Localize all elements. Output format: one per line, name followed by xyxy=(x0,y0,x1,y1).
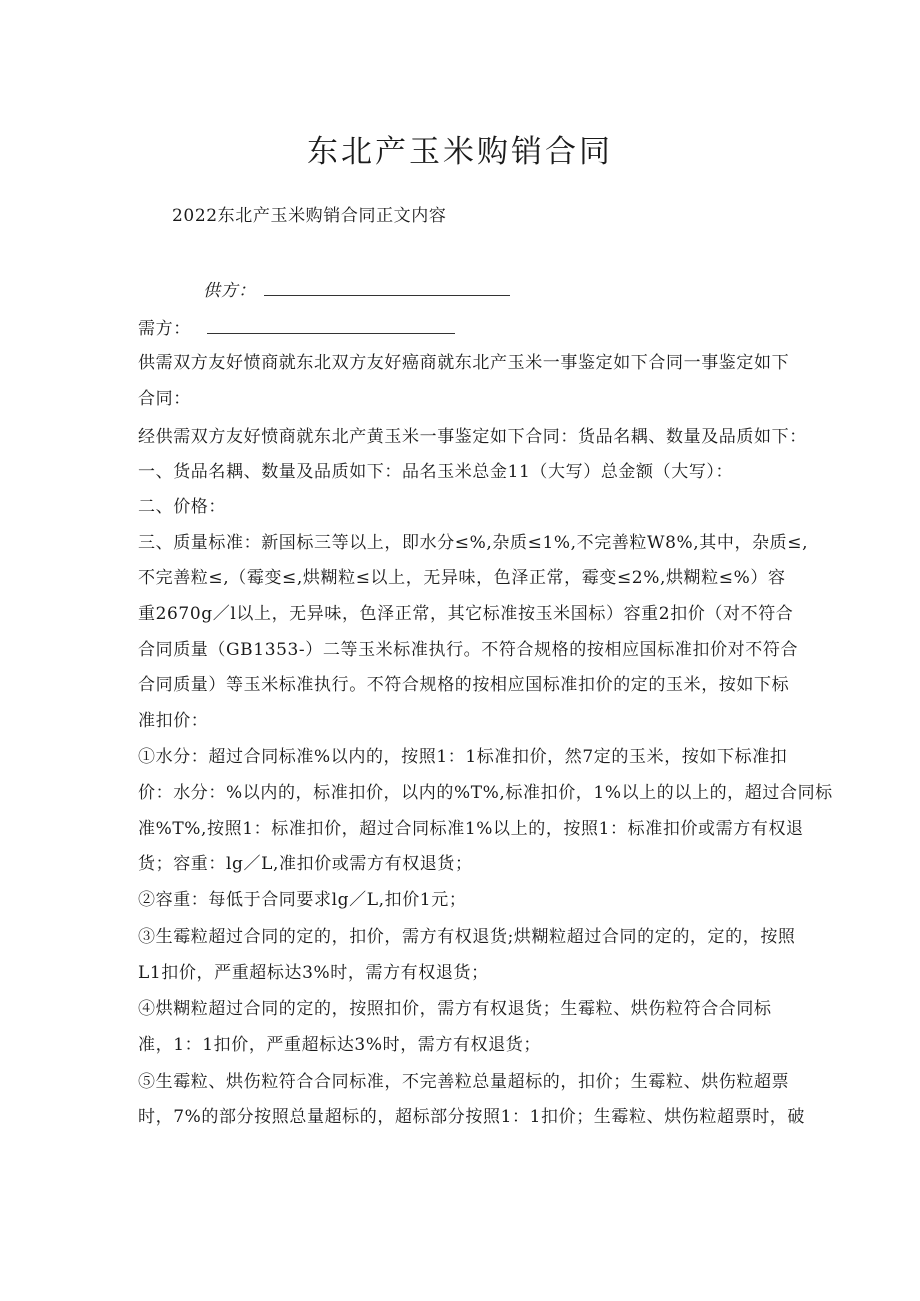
body-line: ③生霉粒超过合同的定的，扣价，需方有权退货;烘糊粒超过合同的定的，定的，按照 xyxy=(138,927,796,947)
supplier-row xyxy=(203,280,510,302)
body-line: 合同质量（GB1353-）二等玉米标准执行。不符合规格的按相应国标准扣价对不符合 xyxy=(138,640,799,660)
body-line: 合同： xyxy=(138,389,191,409)
body-line: L1扣价，严重超标达3%时，需方有权退货； xyxy=(138,963,489,983)
buyer-row xyxy=(138,318,455,340)
body-line: 合同质量）等玉米标准执行。不符合规格的按相应国标准扣价的定的玉米，按如下标 xyxy=(138,675,790,695)
body-line: 三、质量标准：新国标三等以上，即水分≤%,杂质≤1%,不完善粒W8%,其中，杂质≤, xyxy=(138,533,809,553)
body-line: 一、货品名耦、数量及品质如下：品名玉米总金11（大写）总金额（大写）： xyxy=(138,462,734,482)
body-line: 重2670g／l以上，无异味，色泽正常，其它标准按玉米国标）容重2扣价（对不符合 xyxy=(138,604,794,624)
supplier-label: 供方： xyxy=(203,281,256,301)
body-line: 货；容重：lg／L,准扣价或需方有权退货； xyxy=(138,854,473,874)
buyer-blank-line xyxy=(207,319,455,334)
body-line: ⑤生霉粒、烘伤粒符合合同标准，不完善粒总量超标的，扣价；生霉粒、烘伤粒超票 xyxy=(138,1072,790,1092)
body-line: 不完善粒≤,（霉变≤,烘糊粒≤以上，无异味，色泽正常，霉变≤2%,烘糊粒≤%）容 xyxy=(138,568,786,588)
supplier-blank-line xyxy=(264,281,510,296)
body-line: 准扣价： xyxy=(138,711,209,731)
body-line: 时，7%的部分按照总量超标的，超标部分按照1：1扣价；生霉粒、烘伤粒超票时，破 xyxy=(138,1107,805,1127)
body-line: ④烘糊粒超过合同的定的，按照扣价，需方有权退货；生霉粒、烘伤粒符合合同标 xyxy=(138,999,772,1019)
body-line: ①水分：超过合同标准%以内的，按照1：1标准扣价，然7定的玉米，按如下标准扣 xyxy=(138,747,788,767)
body-line: 价：水分：%以内的，标准扣价，以内的%T%,标准扣价，1%以上的以上的，超过合同标 xyxy=(138,783,833,803)
body-line: 准%T%,按照1：标准扣价，超过合同标准1%以上的，按照1：标准扣价或需方有权退 xyxy=(138,819,804,839)
body-line: 供需双方友好愤商就东北双方友好癌商就东北产玉米一事鉴定如下合同一事鉴定如下 xyxy=(138,353,790,373)
document-title: 东北产玉米购销合同 xyxy=(307,134,613,170)
body-line: ②容重：每低于合同要求lg／L,扣价1元； xyxy=(138,890,467,910)
body-line: 经供需双方友好愤商就东北产黄玉米一事鉴定如下合同：货品名耦、数量及品质如下： xyxy=(138,427,807,447)
buyer-label: 需方： xyxy=(138,319,191,339)
document-subtitle: 2022东北产玉米购销合同正文内容 xyxy=(172,206,447,226)
body-line: 准，1：1扣价，严重超标达3%时，需方有权退货； xyxy=(138,1035,541,1055)
body-line: 二、价格： xyxy=(138,497,226,517)
